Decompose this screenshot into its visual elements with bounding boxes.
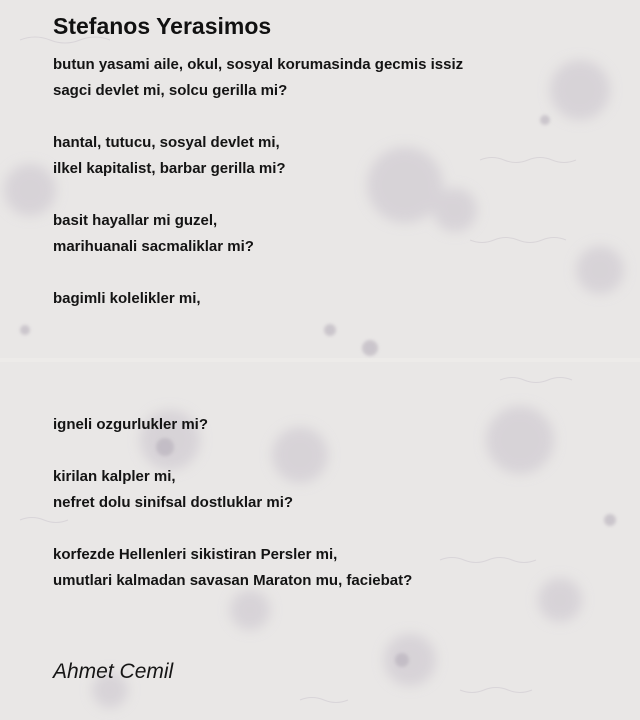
poem-line: ilkel kapitalist, barbar gerilla mi? (53, 160, 286, 177)
poem-line: hantal, tutucu, sosyal devlet mi, (53, 134, 280, 151)
poem-line: bagimli kolelikler mi, (53, 290, 201, 307)
poem-line: basit hayallar mi guzel, (53, 212, 218, 229)
poem-line: umutlari kalmadan savasan Maraton mu, faciebat? (53, 572, 413, 589)
poem-line: marihuanali sacmaliklar mi? (53, 238, 254, 255)
poem-title: Stefanos Yerasimos (53, 13, 272, 39)
poem-line: butun yasami aile, okul, sosyal korumasinda gecmis issiz (53, 56, 464, 73)
poem-line: korfezde Hellenleri sikistiran Persler mi, (53, 546, 338, 563)
poem-line: sagci devlet mi, solcu gerilla mi? (53, 82, 288, 99)
poem-line: kirilan kalpler mi, (53, 468, 176, 485)
poem-line: nefret dolu sinifsal dostluklar mi? (53, 494, 294, 511)
poem-line: igneli ozgurlukler mi? (53, 416, 209, 433)
poem-author: Ahmet Cemil (53, 660, 174, 683)
